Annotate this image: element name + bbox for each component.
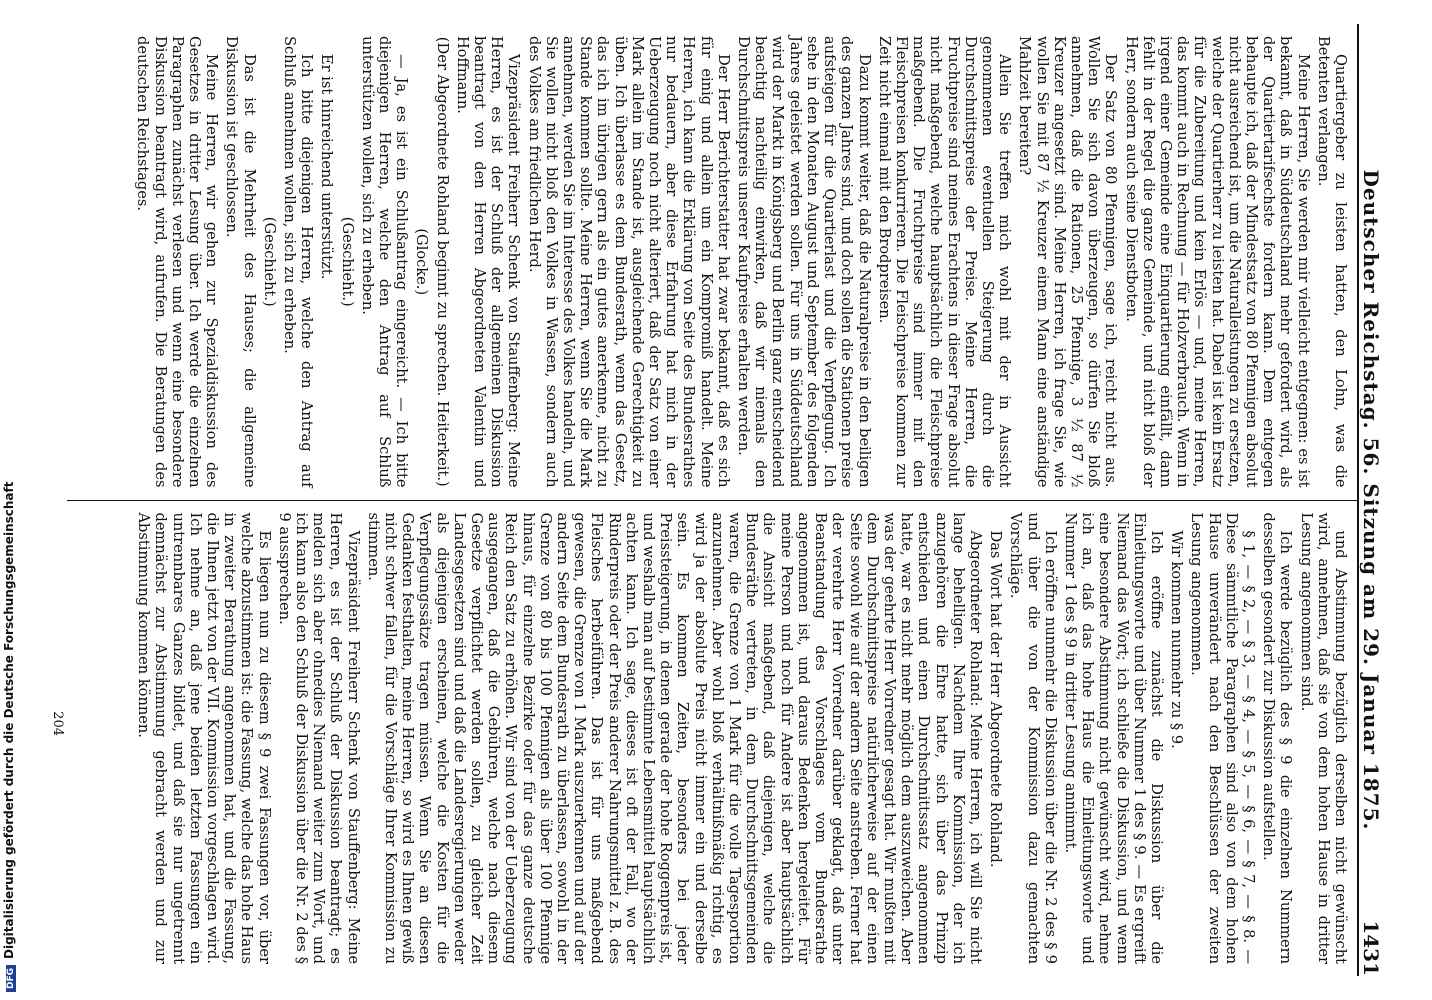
paragraph: Abgeordneter Rohland: Meine Herren, ich will Sie nicht lange behelligen. Nachdem Ihre Kommission, der ich anzugehören die Ehre hatte, sich über das Prinzip entschieden und einen Durchschnittssatz angenommen hatte, war es nicht mehr möglich dem auszuweichen. Aber was der geehrte Herr Vorredner gesagt hat. Wir mußten mit dem Durchschnittspreise natürlicherweise auf der einen Seite sowohl wie auf der andern Seite anstreben. Ferner hat der verehrte Herr Vorredner darüber geklagt, daß unter Beanstandung des Vorschlages vom Bundesrathe angenommen ist, und daraus Bedenken hergeleitet. Für meine Person und noch für Andere ist aber hauptsächlich die Ansicht maßgebend, daß diejenigen, welche die Bundesräthe vertreten, in dem Durchschnittsgemeinden waren, die Grenze von 1 Mark für die volle Tagesportion anzunehmen. Aber wohl bloß verhältnißmäßig richtig, es wird ja der absolute Preis nicht immer ein und derselbe sein. Es kommen Zeiten, besonders bei jeder Preissteigerung, in denen gerade der hohe Roggenpreis ist, und weshalb man auf bestimmte Lebensmittel hauptsächlich achten kann. Ich sage, dieses ist oft der Fall, wo der Rinderpreis oder der Preis anderer Nahrungsmittel z. B. des Fleisches herbeiführen. Das ist für uns maßgebend gewesen, die Grenze von 1 Mark auszuerkennen und auf der andern Seite dem Bundesrath zu überlassen, sowohl in der Grenze von 80 bis 100 Pfennigen als über 100 Pfennige hinaus, für einzelne Bezirke oder für das ganze deutsche Reich den Satz zu erhöhen. Wir sind von der Ueberzeugung ausgegangen, daß die Gebühren, welche nach diesem Gesetze verpflichtet werden sollen, zu gleicher Zeit Landesgesetzen sind und daß die Landesregierungen weder als diejenigen erscheinen, welche die Kosten für die Verpflegungssätze tragen müssen. Wenn Sie an diesen Gedanken festhalten, meine Herren, so wird es Ihnen gewiß nicht schwer fallen, für die Vorschläge Ihrer Kommission zu stimmen. xyxy=(364,512,984,964)
signature-mark: 204 xyxy=(50,711,65,736)
paragraph: (Geschieht.) xyxy=(260,216,278,307)
paragraph: Vizepräsident Freiherr Schenk von Stauffenberg: Meine Herren, es ist der Schluß der allgemeinen Diskussion beantragt von den Herren Abgeordneten Valentin und Hoffmann. xyxy=(453,36,523,488)
page-header xyxy=(1357,24,1403,976)
paragraph: Quartiergeber zu leisten hatten, den Lohn, was die Betenten verlangen. xyxy=(1314,36,1349,488)
paragraph: Ich eröffne zunächst die Diskussion über die Einleitungsworte und über Nummer 1 des § 9. — Es ergreift Niemand das Wort; ich schließe die Diskussion, und wenn eine besondere Abstimmung nicht gewünscht wird, nehme ich an, daß das hohe Haus die Einleitungsworte und Nummer 1 des § 9 in dritter Lesung annimmt. xyxy=(1061,512,1165,964)
page-title: Deutscher Reichstag. 56. Sitzung am 29. Januar 1875. xyxy=(1359,169,1383,831)
paragraph: Das Wort hat der Herr Abgeordnete Rohland. xyxy=(987,530,1005,868)
paragraph: Meine Herren, Sie werden mir vielleicht entgegnen: es ist bekannt, daß in Süddeutschland mehr gefordert wird, als der Quartiertarifsechste fordern kann. Dem entgegen behaupte ich, daß der Mindestsatz von 80 Pfennigen absolut nicht ausreichend ist, um die Naturalleistungen zu ersetzen, welche der Quartierherr zu leisten hat. Dabei ist kein Ersatz für die Zubereitung und kein Erlös — und, meine Herren, das kommt auch in Rechnung — für Holzverbrauch. Wenn in irgend einer Gemeinde eine Einquartierung einfällt, dann fehlt in der Regel die ganze Gemeinde, und nicht bloß der Herr, sondern auch seine Dienstboten. xyxy=(1122,36,1312,488)
side-note xyxy=(0,0,22,1000)
paragraph: Vizepräsident Freiherr Schenk von Stauffenberg: Meine Herren, es ist der Schluß der Diskussion beantragt; es melden sich aber ohnedies Niemand weiter zum Wort, und ich kann also den Schluß der Diskussion über die Nr. 2 des § 9 aussprechen. xyxy=(275,512,362,964)
paragraph: (Glocke.) xyxy=(413,228,431,296)
paragraph: Ich eröffne nunmehr die Diskussion über die Nr. 2 des § 9 und über die von der Kommission dazu gemachten Vorschläge. xyxy=(1007,512,1059,964)
page-footer xyxy=(43,24,67,976)
paragraph: Der Herr Berichterstatter hat zwar bekannt, daß es sich für einig und allein um ein Kompromiß handelt. Meine Herren, ich kann die Erklärung von Seite des Bundesrathes nur bedauern, aber diese Erfahrung hat mich in der Ueberzeugung noch nicht alteriert, daß der Satz von einer Mark allein im Stande ist, ausgleichende Gerechtigkeit zu üben. Ich überlasse es dem Bundesrath, wenn das Gesetz, das ich im übrigen gern als ein gutes anerkenne, nicht zu Stande kommen sollte. Meine Herren, wenn Sie die Mark annehmen, werden Sie im Interesse des Volkes handeln, und Sie wollen nicht bloß den Volkes in Wassen, sondern auch des Volkes am friedlichen Herd. xyxy=(525,36,732,488)
paragraph: — Ja, es ist ein Schlußantrag eingereicht. — Ich bitte diejenigen Herren, welche den Antrag auf Schluß unterstützen wollen, sich zu erheben. xyxy=(358,36,411,488)
text-columns xyxy=(67,24,1357,976)
paragraph: Wir kommen nunmehr zu § 9. xyxy=(1168,530,1186,749)
paragraph: Der Satz von 80 Pfennigen, sage ich, reicht nicht aus. Wollen Sie sich davon überzeugen, so dürfen Sie bloß annehmen, daß die Rationen, 25 Pfennige, 3 ½ 87 ½ Kreuzer angesetzt sind. Meine Herren, ich frage Sie, wie wollen Sie mit 87 ½ Kreuzer einem Mann eine anständige Mahlzeit bereiten? xyxy=(1016,36,1120,488)
paragraph: Das ist die Mehrheit des Hauses; die allgemeine Diskussion ist geschlossen. xyxy=(223,36,258,488)
paragraph: Ich werde bezüglich des § 9 die einzelnen Nummern desselben gesondert zur Diskussion aufstellen. xyxy=(1260,512,1295,964)
paragraph: (Der Abgeordnete Rohland beginnt zu sprechen. Heiterkeit.) xyxy=(433,36,451,487)
paragraph: § 1, — § 2, — § 3, — § 4, — § 5, — § 6, — § 7, — § 8. — Diese sämmtliche Paragraphen sind also von dem hohen Hause unverändert nach den Beschlüssen der zweiten Lesung angenommen. xyxy=(1188,512,1257,964)
page-number: 1431 xyxy=(1359,920,1383,976)
paragraph: Er ist hinreichend unterstützt. xyxy=(318,54,336,280)
side-note-text: Digitalisierung gefördert durch die Deutsche Forschungsgemeinschaft xyxy=(2,481,16,959)
paragraph: (Geschieht.) xyxy=(338,216,356,307)
paragraph: Allein Sie treffen mich wohl mit der in Aussicht genommenen eventuellen Steigerung durch die Durchschnittspreise der Preise. Meine Herren, die Fruchtpreise sind meines Erachtens in dieser Frage absolut nicht maßgebend, welche hauptsächlich die Fleischpreise maßgebend. Die Fruchtpreise sind immer mit den Fleischpreisen konkurrieren. Die Fleischpreise kommen zur Zeit nicht einmal mit den Brodpreisen. xyxy=(875,36,1014,488)
paragraph: und Abstimmung bezüglich derselben nicht gewünscht wird, annehmen, daß sie von dem hohen Hause in dritter Lesung angenommen sind. xyxy=(1297,512,1349,964)
paragraph: Dazu kommt weiter, daß die Naturalpreise in den beiligen des ganzen Jahres sind, und doch sollen die Stationen preise aufsteigen für die Quartierlast und die Verpflegung. Ich sehe in den Monaten August und September des folgenden Jahres geleistet werden sollen. Für uns in Süddeutschland wird der Markt in Königsberg und Berlin ganz entscheidend beachtig nachteilig einwirken, daß wir niemals den Durchschnittspreis unserer Kaufpreise erhalten werden. xyxy=(735,36,873,488)
paragraph: Meine Herren, wir gehen zur Spezialdiskussion des Gesetzes in dritter Lesung über. Ich werde die einzelnen Paragraphen zunächst verlesen und wenn eine besondere Diskussion beantragt wird, aufrufen. Die Beratungen des deutschen Reichstages. xyxy=(134,36,221,488)
side-note-text-wrap xyxy=(2,0,20,1000)
paragraph: Es liegen nun zu diesem § 9 zwei Fassungen vor, über welche abzustimmen ist: die Fassung, welche das hohe Haus in zweiter Berathung angenommen hat, und die Fassung, die Ihnen jetzt von der VII. Kommission vorgeschlagen wird. Ich nehme an, daß jene beiden letzten Fassungen ein untrennbares Ganzes bildet, und daß sie nur ungetrennt demnächst zur Abstimmung gebracht werden und zur Abstimmung kommen können. xyxy=(135,512,273,964)
right-column xyxy=(67,501,1357,977)
paragraph: Ich bitte diejenigen Herren, welche den Antrag auf Schluß annehmen wollen, sich zu erheben. xyxy=(281,36,316,488)
dfg-logo: DFG xyxy=(6,965,16,992)
rotated-document xyxy=(28,0,1403,1000)
left-column xyxy=(67,24,1357,501)
